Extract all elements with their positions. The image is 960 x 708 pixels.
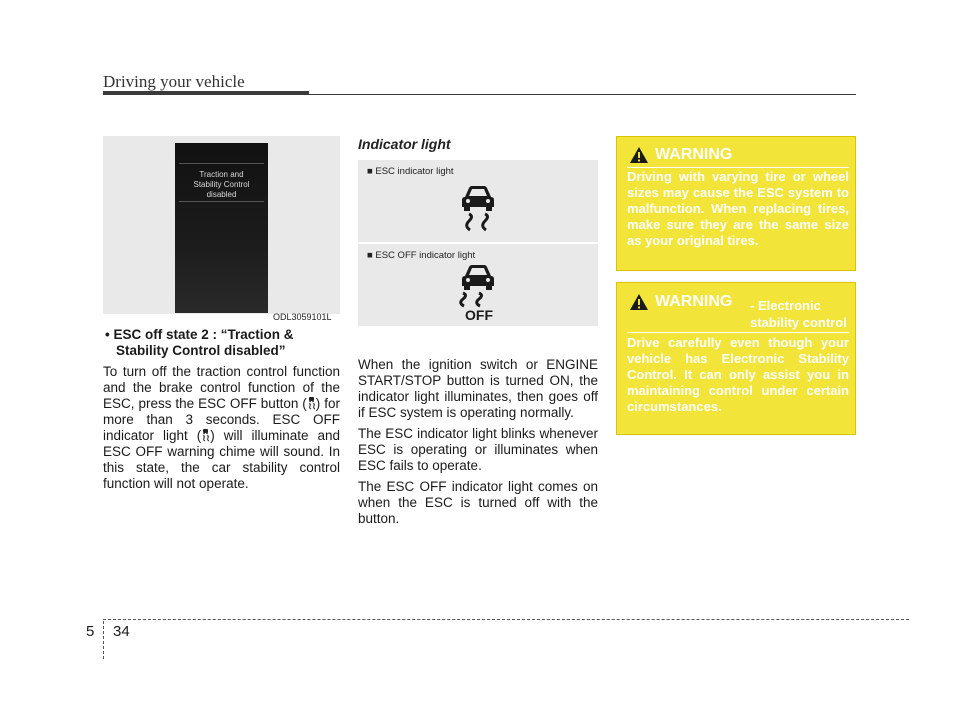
warning-body: Drive carefully even though your vehicle has Electronic Stability Control. It can only assist you in maintaining control under certain circumstances. (627, 335, 849, 414)
esc-indicator-box (358, 160, 598, 242)
warning-divider (627, 332, 849, 333)
off-label: OFF (465, 307, 493, 323)
display-divider (179, 163, 264, 164)
cluster-figure (103, 136, 340, 314)
cluster-display (175, 143, 268, 313)
esc-off-indicator-label: ■ ESC OFF indicator light (367, 250, 476, 261)
warning-triangle-icon (629, 146, 649, 164)
esc-off-indicator-box (358, 244, 598, 326)
esc-button-icon (307, 397, 316, 410)
warning-box-esc (616, 282, 856, 435)
esc-off-paragraph: To turn off the traction control function and the brake control function of the ESC, press the ESC OFF button ( ) for more than 3 seconds. ESC OFF indicator light ( ) will illuminate and ESC OFF warning chime will sound. In this state, the car stability control function will not operate. (103, 364, 341, 491)
indicator-description (358, 357, 598, 532)
display-divider (179, 201, 264, 202)
display-message: Traction and Stability Control disabled (193, 170, 250, 199)
title-rule (309, 94, 856, 96)
figure-code: ODL3059101L (273, 312, 332, 322)
page-number: 34 (113, 623, 130, 640)
paragraph: The ESC indicator light blinks whenever ESC is operating or illuminates when ESC fails to operate. (358, 426, 598, 473)
indicator-light-title: Indicator light (358, 136, 451, 152)
esc-car-skid-icon (457, 185, 499, 233)
bullet-heading: • ESC off state 2 : “Traction & Stability Control disabled” (105, 327, 294, 358)
warning-title: WARNING (655, 293, 733, 310)
warning-triangle-icon (629, 293, 649, 311)
title-bar (103, 91, 309, 95)
paragraph: The ESC OFF indicator light comes on when the ESC is turned off with the button. (358, 479, 598, 526)
section-title: Driving your vehicle (103, 72, 245, 91)
warning-title: WARNING (655, 146, 733, 163)
chapter-number: 5 (86, 623, 95, 640)
warning-box-tires (616, 136, 856, 271)
footer-rule (103, 619, 909, 620)
footer-divider (103, 621, 104, 659)
warning-body: Driving with varying tire or wheel sizes may cause the ESC system to malfunction. When replacing tires, make sure they are the same size as your original tires. (627, 169, 849, 248)
esc-indicator-label: ■ ESC indicator light (367, 166, 454, 177)
left-column (103, 327, 340, 492)
paragraph: When the ignition switch or ENGINE START/STOP button is turned ON, the indicator light illuminates, then goes off if ESC system is operating normally. (358, 357, 598, 420)
esc-off-indicator-icon (201, 429, 210, 442)
warning-subtitle: - Electronic stability control (750, 298, 847, 330)
warning-divider (627, 167, 849, 168)
